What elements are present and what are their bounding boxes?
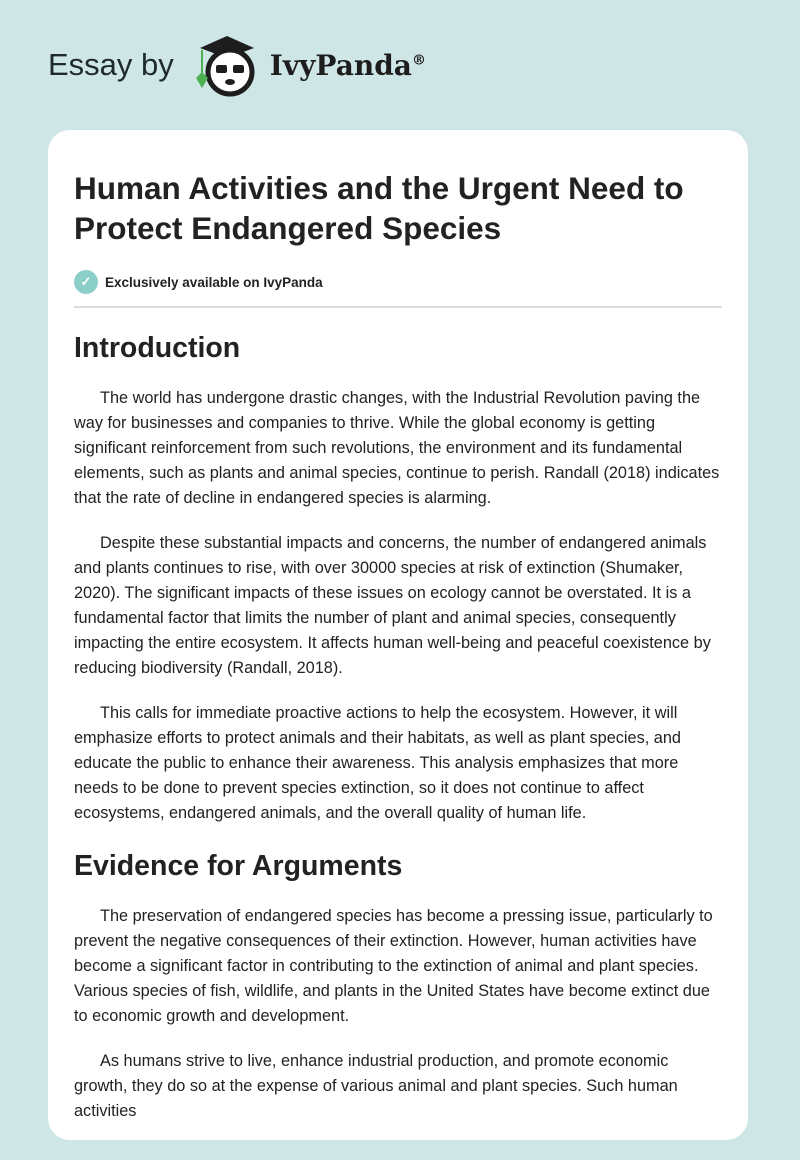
- badge-label: Exclusively available on IvyPanda: [105, 274, 323, 290]
- essay-title: Human Activities and the Urgent Need to Protect Endangered Species: [74, 170, 684, 246]
- divider: [74, 306, 722, 308]
- essay-card: [48, 130, 748, 1140]
- section-heading: Introduction: [74, 332, 241, 364]
- section-heading: Evidence for Arguments: [74, 850, 403, 882]
- check-icon: ✓: [74, 270, 98, 294]
- exclusive-badge: [74, 270, 722, 294]
- site-header: [48, 30, 426, 100]
- essay-by-label: Essay by: [48, 47, 174, 82]
- ivypanda-logo-icon[interactable]: [192, 30, 262, 100]
- brand-name: IvyPanda®: [269, 48, 426, 82]
- paragraph: Despite these substantial impacts and concerns, the number of endangered animals and plants continues to rise, with over 30000 species at risk of extinction (Shumaker, 2020). The significant impacts of these issues on ecology cannot be overstated. It is a fundamental factor that limits the number of plant and animal species, consequently impacting the entire ecosystem. It affects human well-being and peaceful coexistence by reducing biodiversity (Randall, 2018).: [74, 534, 711, 677]
- paragraph: The preservation of endangered species has become a pressing issue, particularly to prevent the negative consequences of their extinction. However, human activities have become a significant factor in contributing to the extinction of animal and plant species. Various species of fish, wildlife, and plants in the United States have become extinct due to economic growth and development.: [74, 907, 713, 1025]
- paragraph: As humans strive to live, enhance industrial production, and promote economic growth, they do so at the expense of various animal and plant species. Such human activities: [74, 1052, 678, 1120]
- paragraph: The world has undergone drastic changes, with the Industrial Revolution paving the way for businesses and companies to thrive. While the global economy is getting significant reinforcement from such revolutions, the environment and its fundamental elements, such as plants and animal species, continue to perish. Randall (2018) indicates that the rate of decline in endangered species is alarming.: [74, 389, 720, 507]
- paragraph: This calls for immediate proactive actions to help the ecosystem. However, it will emphasize efforts to protect animals and their habitats, as well as plant species, and educate the public to enhance their awareness. This analysis emphasizes that more needs to be done to prevent species extinction, so it does not continue to affect ecosystems, endangered animals, and the overall quality of human life.: [74, 704, 681, 822]
